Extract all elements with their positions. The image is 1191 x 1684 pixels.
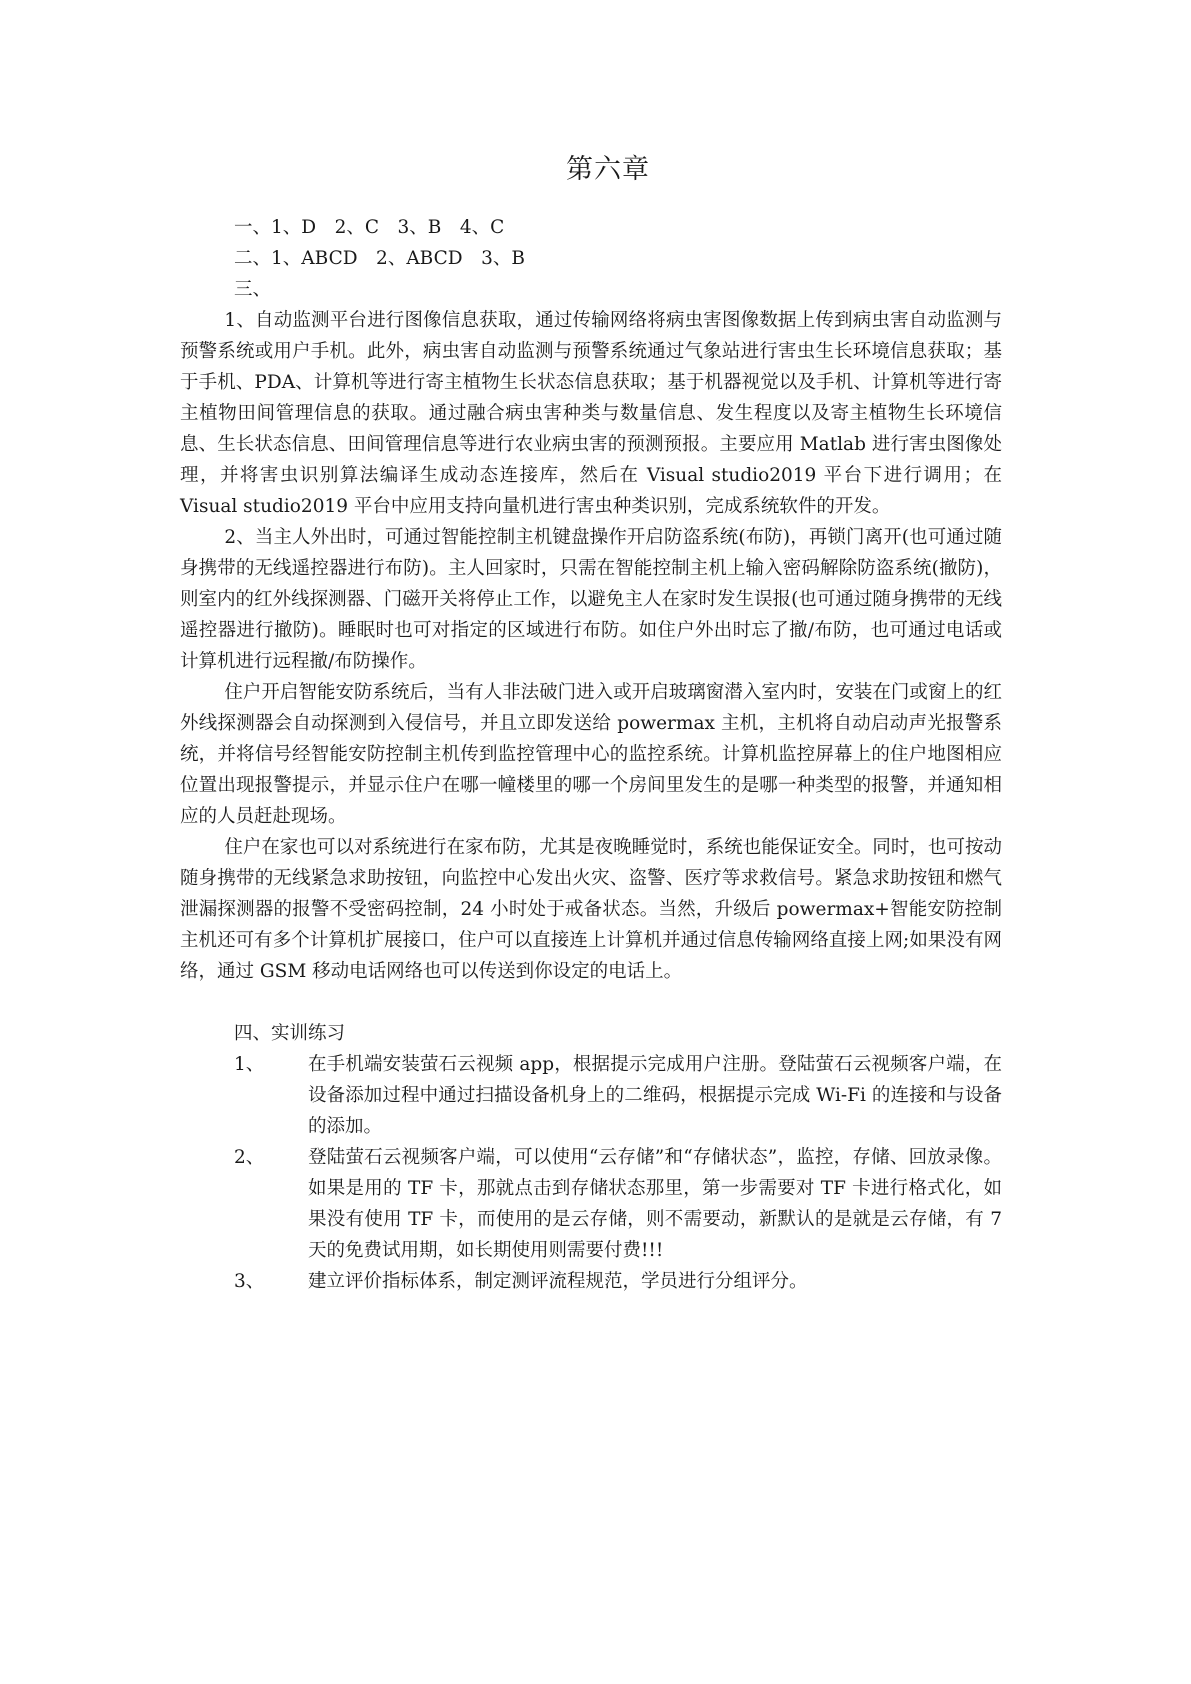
section-spacer — [180, 987, 1002, 1018]
list-item — [180, 1049, 1002, 1142]
answers-section-1: 一、1、D 2、C 3、B 4、C — [234, 217, 505, 238]
practice-list — [180, 1049, 1002, 1297]
practice-item-text: 建立评价指标体系，制定测评流程规范，学员进行分组评分。 — [308, 1271, 808, 1292]
document-page — [180, 150, 1002, 1297]
answers-section-2: 二、1、ABCD 2、ABCD 3、B — [234, 248, 525, 269]
practice-item-number: 1、 — [234, 1054, 265, 1075]
chapter-title: 第六章 — [566, 154, 650, 185]
practice-item-number: 3、 — [234, 1271, 265, 1292]
practice-item-text: 在手机端安装萤石云视频 app，根据提示完成用户注册。登陆萤石云视频客户端，在设备添加过程中通过扫描设备机身上的二维码，根据提示完成 Wi-Fi 的连接和与设备的添加。 — [308, 1054, 1002, 1137]
list-item — [180, 1142, 1002, 1266]
answer-paragraph-3: 住户开启智能安防系统后，当有人非法破门进入或开启玻璃窗潜入室内时，安装在门或窗上的红外线探测器会自动探测到入侵信号，并且立即发送给 powermax 主机，主机将自动启动声光报警系统，并将信号经智能安防控制主机传到监控管理中心的监控系统。计算机监控屏幕上的住户地图相应位置出现报警提示，并显示住户在哪一幢楼里的哪一个房间里发生的是哪一种类型的报警，并通知相应的人员赶赴现场。 — [180, 682, 1002, 827]
practice-item-text: 登陆萤石云视频客户端，可以使用“云存储”和“存储状态”，监控，存储、回放录像。如果是用的 TF 卡，那就点击到存储状态那里，第一步需要对 TF 卡进行格式化，如果没有使用 TF 卡，而使用的是云存储，则不需要动，新默认的是就是云存储，有 7 天的免费试用期，如长期使用则需要付费!!! — [308, 1147, 1002, 1261]
section-3-heading: 三、 — [234, 279, 272, 300]
answer-paragraph-2: 2、当主人外出时，可通过智能控制主机键盘操作开启防盗系统(布防)，再锁门离开(也可通过随身携带的无线遥控器进行布防)。主人回家时，只需在智能控制主机上输入密码解除防盗系统(撤防)，则室内的红外线探测器、门磁开关将停止工作，以避免主人在家时发生误报(也可通过随身携带的无线遥控器进行撤防)。睡眠时也可对指定的区域进行布防。如住户外出时忘了撤/布防，也可通过电话或计算机进行远程撤/布防操作。 — [180, 527, 1002, 672]
answer-paragraph-4: 住户在家也可以对系统进行在家布防，尤其是夜晚睡觉时，系统也能保证安全。同时，也可按动随身携带的无线紧急求助按钮，向监控中心发出火灾、盗警、医疗等求救信号。紧急求助按钮和燃气泄漏探测器的报警不受密码控制，24 小时处于戒备状态。当然，升级后 powermax+智能安防控制主机还可有多个计算机扩展接口，住户可以直接连上计算机并通过信息传输网络直接上网;如果没有网络，通过 GSM 移动电话网络也可以传送到你设定的电话上。 — [180, 837, 1002, 982]
section-4-heading: 四、实训练习 — [234, 1023, 346, 1044]
answer-paragraph-1: 1、自动监测平台进行图像信息获取，通过传输网络将病虫害图像数据上传到病虫害自动监测与预警系统或用户手机。此外，病虫害自动监测与预警系统通过气象站进行害虫生长环境信息获取；基于手机、PDA、计算机等进行寄主植物生长状态信息获取；基于机器视觉以及手机、计算机等进行寄主植物田间管理信息的获取。通过融合病虫害种类与数量信息、发生程度以及寄主植物生长环境信息、生长状态信息、田间管理信息等进行农业病虫害的预测预报。主要应用 Matlab 进行害虫图像处理，并将害虫识别算法编译生成动态连接库，然后在 Visual studio2019 平台下进行调用；在 Visual studio2019 平台中应用支持向量机进行害虫种类识别，完成系统软件的开发。 — [180, 310, 1002, 517]
list-item — [180, 1266, 1002, 1297]
practice-item-number: 2、 — [234, 1147, 265, 1168]
